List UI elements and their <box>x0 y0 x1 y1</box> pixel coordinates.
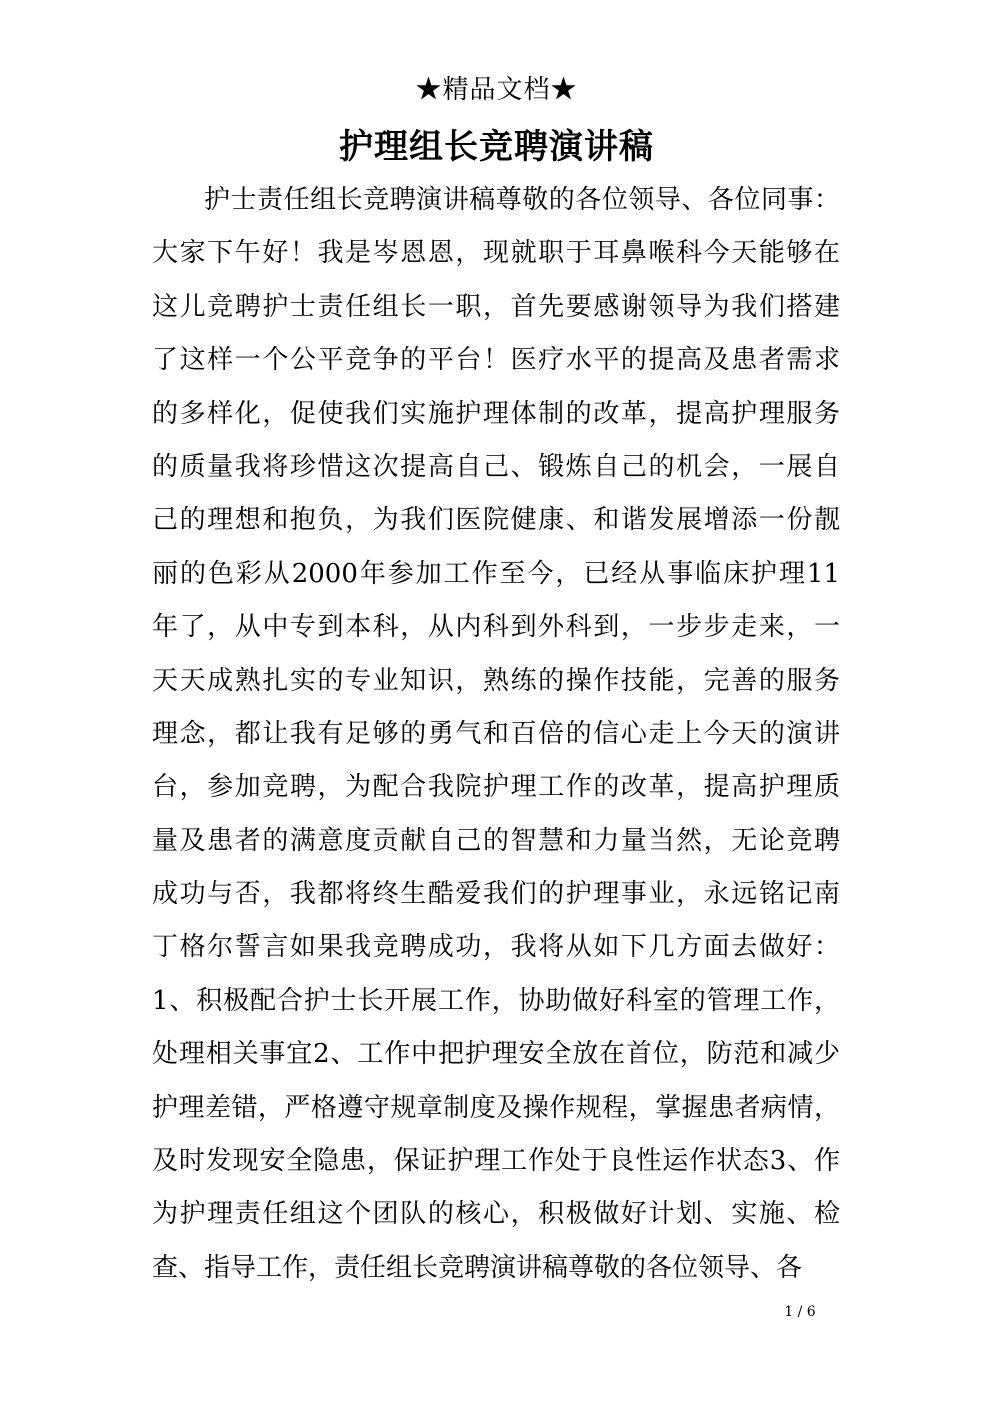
page-number: 1 / 6 <box>784 1304 816 1320</box>
text-line: 成功与否，我都将终生酷爱我们的护理事业，永远铭记南 <box>152 879 840 910</box>
body-text <box>152 174 840 1295</box>
document-title: 护理组长竞聘演讲稿 <box>339 127 654 167</box>
text-line: 护士责任组长竞聘演讲稿尊敬的各位领导、各位同事： <box>204 185 840 215</box>
text-line: 的多样化，促使我们实施护理体制的改革，提高护理服务 <box>152 398 840 429</box>
text-line: 护理差错，严格遵守规章制度及操作规程，掌握患者病情， <box>152 1092 840 1123</box>
text-line: 量及患者的满意度贡献自己的智慧和力量当然，无论竞聘 <box>152 825 840 856</box>
text-line: 查、指导工作，责任组长竞聘演讲稿尊敬的各位领导、各 <box>152 1252 803 1283</box>
text-line: 己的理想和抱负，为我们医院健康、和谐发展增添一份靓 <box>152 505 840 536</box>
text-line: 1、积极配合护士长开展工作，协助做好科室的管理工作， <box>152 985 840 1016</box>
text-line: 台，参加竞聘，为配合我院护理工作的改革，提高护理质 <box>152 772 840 803</box>
text-line: 天天成熟扎实的专业知识，熟练的操作技能，完善的服务 <box>152 665 840 696</box>
header-mark: ★精品文档★ <box>415 75 578 105</box>
text-line: 丽的色彩从2000年参加工作至今，已经从事临床护理11 <box>152 558 840 589</box>
text-line: 理念，都让我有足够的勇气和百倍的信心走上今天的演讲 <box>152 718 840 749</box>
text-line: 处理相关事宜2、工作中把护理安全放在首位，防范和减少 <box>152 1039 840 1070</box>
text-line: 为护理责任组这个团队的核心，积极做好计划、实施、检 <box>152 1199 840 1230</box>
text-line: 及时发现安全隐患，保证护理工作处于良性运作状态3、作 <box>152 1146 840 1177</box>
text-line: 这儿竞聘护士责任组长一职，首先要感谢领导为我们搭建 <box>152 291 840 322</box>
text-line: 的质量我将珍惜这次提高自己、锻炼自己的机会，一展自 <box>152 451 840 482</box>
text-line: 了这样一个公平竞争的平台！医疗水平的提高及患者需求 <box>152 345 840 376</box>
text-line: 年了，从中专到本科，从内科到外科到，一步步走来，一 <box>152 612 840 643</box>
text-line: 大家下午好！我是岑恩恩，现就职于耳鼻喉科今天能够在 <box>152 238 840 269</box>
text-line: 丁格尔誓言如果我竞聘成功，我将从如下几方面去做好： <box>152 932 840 963</box>
